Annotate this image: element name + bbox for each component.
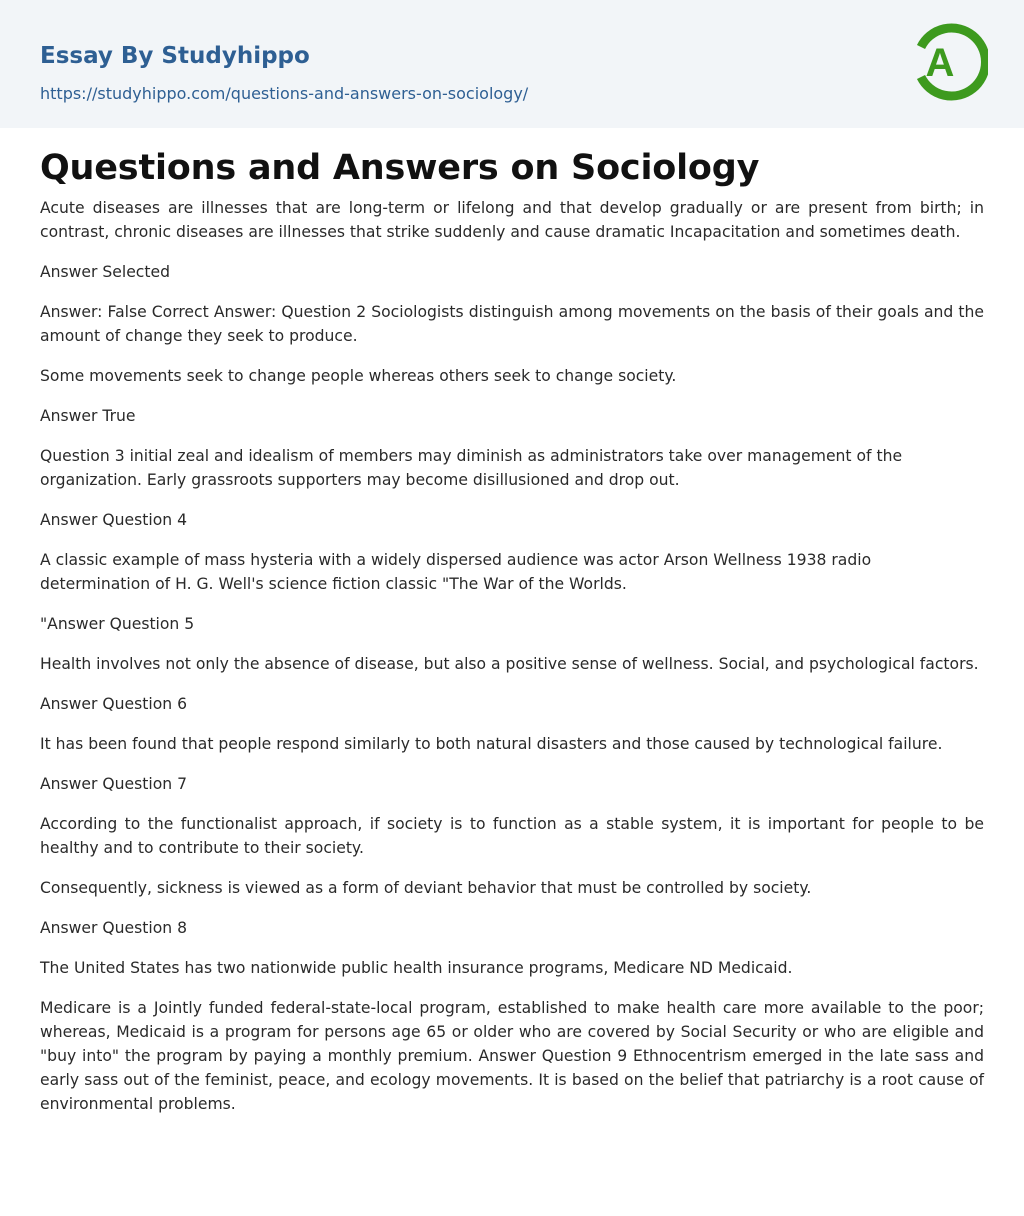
paragraph: Answer Question 7 [40,775,188,793]
paragraph: According to the functionalist approach, if society is to function as a stable system, it is important for people to be healthy and to contribute to their society. [40,815,984,857]
studyhippo-logo-icon[interactable] [912,18,988,106]
paragraph: Medicare is a Jointly funded federal-state-local program, established to make health care more available to the poor; whereas, Medicaid is a program for persons age 65 or older who are covered by Social Security or who are eligible and "buy into" the program by paying a monthly premium. Answer Question 9 Ethnocentrism emerged in the late sass and early sass out of the feminist, peace, and ecology movements. It is based on the belief that patriarchy is a root cause of environmental problems. [40,999,984,1113]
article-body [0,146,1024,1116]
paragraph: Answer Question 6 [40,695,188,713]
paragraph: Health involves not only the absence of disease, but also a positive sense of wellness. Social, and psychological factors. [40,655,979,673]
paragraph: Question 3 initial zeal and idealism of members may diminish as administrators take over management of the organization. Early grassroots supporters may become disillusioned and drop out. [40,447,903,489]
paragraph: Answer: False Correct Answer: Question 2 Sociologists distinguish among movements on the basis of their goals and the amount of change they seek to produce. [40,303,984,345]
page-title: Questions and Answers on Sociology [40,148,760,188]
paragraph: It has been found that people respond similarly to both natural disasters and those caused by technological failure. [40,735,943,753]
svg-text:A: A [925,41,955,85]
paragraph: Answer Selected [40,263,170,281]
paragraph: Some movements seek to change people whereas others seek to change society. [40,367,677,385]
paragraph: Consequently, sickness is viewed as a form of deviant behavior that must be controlled by society. [40,879,812,897]
source-url-link[interactable]: https://studyhippo.com/questions-and-answers-on-sociology/ [40,84,529,103]
paragraph: Answer True [40,407,136,425]
paragraph: Acute diseases are illnesses that are long-term or lifelong and that develop gradually or are present from birth; in contrast, chronic diseases are illnesses that strike suddenly and cause dramatic Incapacitation and sometimes death. [40,199,984,241]
paragraph: A classic example of mass hysteria with a widely dispersed audience was actor Arson Wellness 1938 radio determination of H. G. Well's science fiction classic "The War of the Worlds. [40,551,872,593]
page-header [0,0,1024,128]
paragraph: The United States has two nationwide public health insurance programs, Medicare ND Medicaid. [40,959,793,977]
paragraph: Answer Question 4 [40,511,188,529]
paragraph: Answer Question 8 [40,919,188,937]
site-brand[interactable]: Essay By Studyhippo [40,43,310,69]
paragraph: "Answer Question 5 [40,615,195,633]
